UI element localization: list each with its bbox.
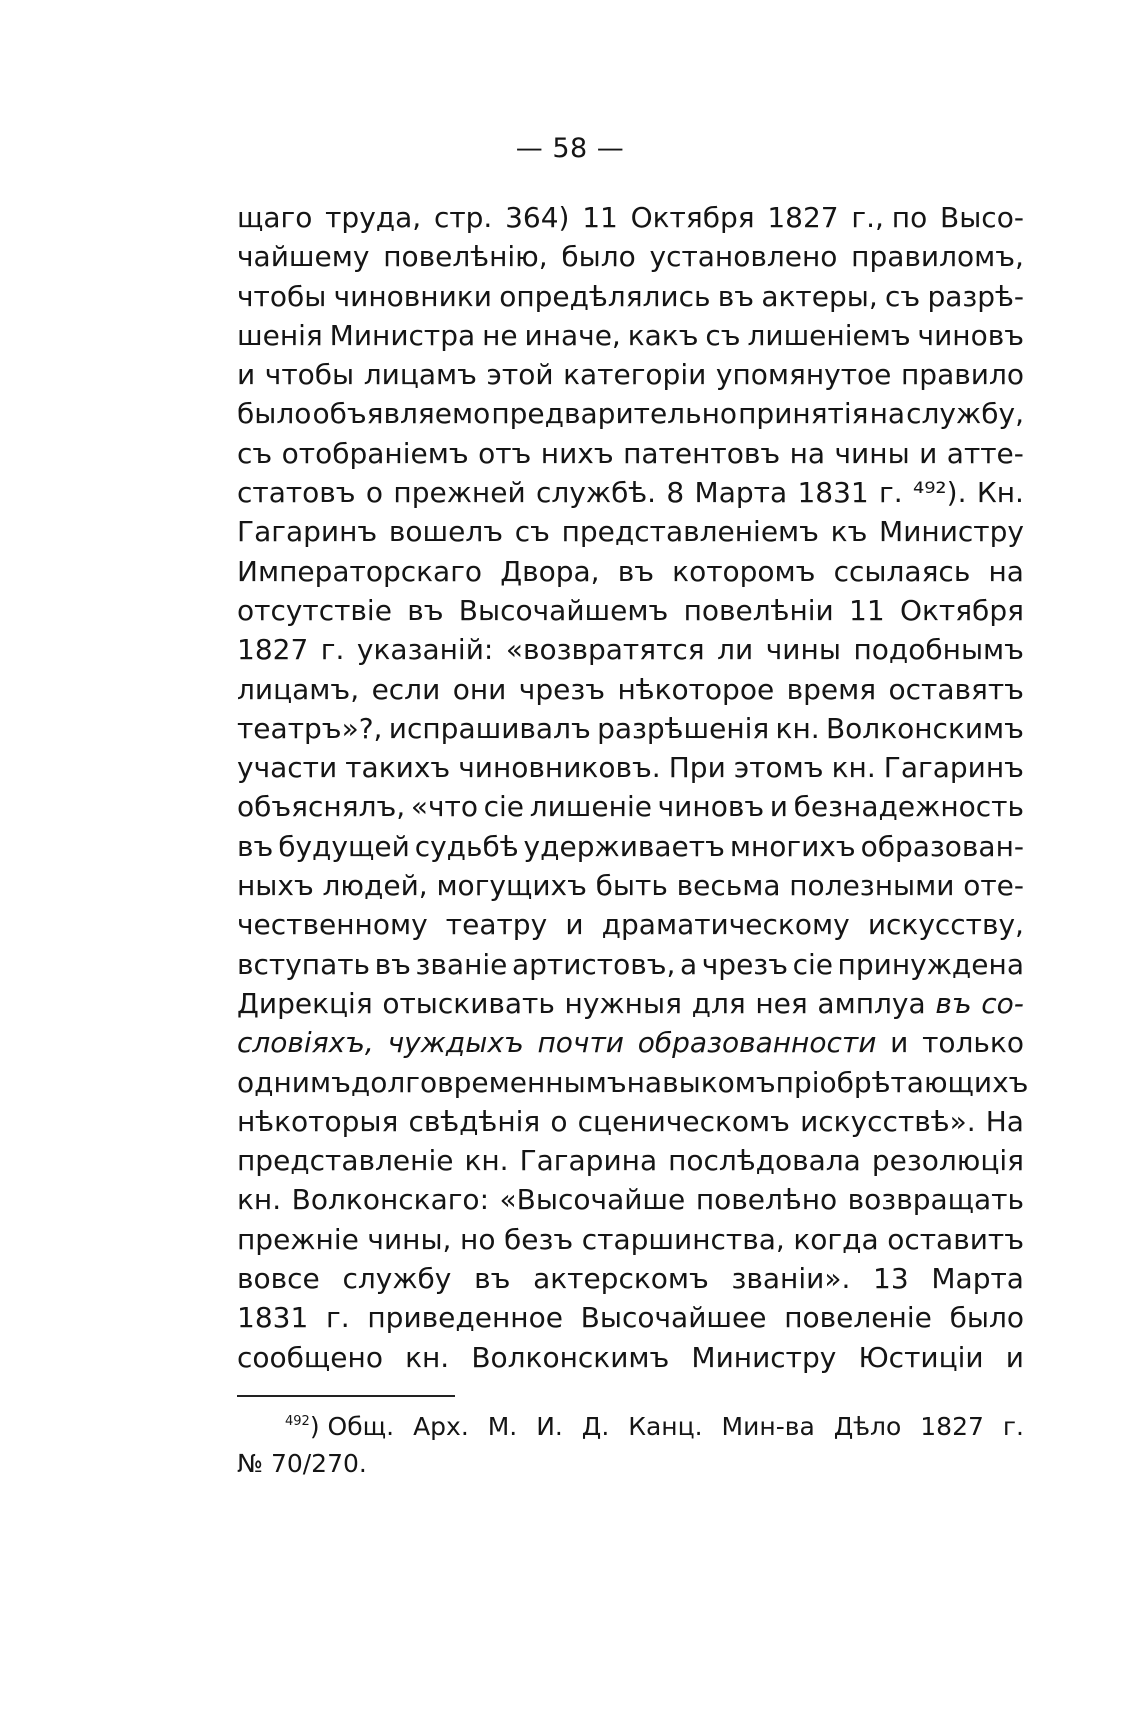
word: оставятъ bbox=[888, 672, 1024, 706]
word: Марта bbox=[694, 476, 788, 510]
word: къ bbox=[830, 515, 868, 549]
footnote-line bbox=[237, 1445, 1024, 1482]
word: лишеніемъ bbox=[747, 318, 911, 352]
word: и bbox=[890, 1026, 909, 1060]
word: отыскивать bbox=[382, 986, 555, 1020]
word: «возвратятся bbox=[505, 633, 705, 667]
text-line bbox=[237, 709, 1024, 748]
word: сіе bbox=[792, 947, 833, 981]
word: нѣкоторое bbox=[617, 672, 775, 706]
word: Юстиціи bbox=[858, 1340, 984, 1374]
word: «что bbox=[410, 790, 478, 824]
word: если bbox=[371, 672, 441, 706]
word: чиновники bbox=[333, 279, 492, 313]
word: Дирекція bbox=[237, 986, 373, 1020]
footnote-word: Арх. bbox=[413, 1412, 469, 1441]
text-line bbox=[237, 198, 1024, 237]
text-line bbox=[237, 1102, 1024, 1141]
word: предварительно bbox=[491, 397, 738, 431]
word: г. bbox=[320, 633, 345, 667]
text-line bbox=[237, 1063, 1029, 1102]
text-line bbox=[237, 1180, 1024, 1219]
word: кн. bbox=[237, 1183, 282, 1217]
word: кн. bbox=[831, 751, 876, 785]
word: подобнымъ bbox=[853, 633, 1024, 667]
word: 1827 bbox=[767, 201, 839, 234]
word: нея bbox=[755, 986, 808, 1020]
word: щаго bbox=[237, 201, 313, 234]
word: долговременнымъ bbox=[350, 1065, 627, 1099]
word: сіе bbox=[483, 790, 525, 824]
text-line bbox=[237, 512, 1024, 551]
text-line bbox=[237, 1023, 1024, 1062]
word: о bbox=[550, 1104, 568, 1138]
text-line bbox=[237, 866, 1024, 905]
text-line bbox=[237, 237, 1024, 276]
word: 1831 bbox=[797, 476, 869, 510]
word: иначе, bbox=[524, 318, 621, 352]
text-line bbox=[237, 277, 1024, 316]
word: повелѣніи bbox=[683, 593, 834, 627]
text-line bbox=[237, 316, 1024, 355]
word: въ bbox=[717, 279, 755, 313]
text-line bbox=[237, 630, 1024, 669]
word: такихъ bbox=[345, 751, 451, 785]
word: чины, bbox=[367, 1222, 452, 1256]
word: Октября bbox=[899, 593, 1024, 627]
word: нихъ bbox=[540, 436, 614, 470]
word: нѣкоторыя bbox=[237, 1104, 399, 1138]
word: приведенное bbox=[367, 1301, 563, 1335]
word: чайшему bbox=[237, 240, 370, 274]
word: чиновъ bbox=[657, 790, 765, 824]
word: въ bbox=[237, 829, 274, 863]
footnote-line bbox=[237, 1408, 1024, 1445]
word: быть bbox=[595, 869, 668, 903]
word: и bbox=[1005, 1340, 1024, 1374]
word: актерскомъ bbox=[533, 1262, 709, 1296]
word: отсутствіе bbox=[237, 593, 392, 627]
word: въ bbox=[407, 593, 444, 627]
word: патентовъ bbox=[623, 436, 781, 470]
word: въ bbox=[374, 947, 411, 981]
word: чиновниковъ. bbox=[458, 751, 661, 785]
word: чиновъ bbox=[917, 318, 1024, 352]
word: службѣ. bbox=[535, 476, 657, 510]
word: установлено bbox=[649, 240, 838, 274]
word: и bbox=[237, 358, 256, 392]
text-line bbox=[237, 1338, 1024, 1377]
text-line bbox=[237, 670, 1024, 709]
word: когда bbox=[793, 1222, 879, 1256]
word: повелѣно bbox=[695, 1183, 838, 1217]
word: Марта bbox=[931, 1262, 1024, 1296]
word: лицамъ, bbox=[237, 672, 360, 706]
word: которомъ bbox=[672, 554, 816, 588]
word: на bbox=[988, 554, 1024, 588]
word: 364) bbox=[505, 201, 570, 234]
page-number: — 58 — bbox=[515, 133, 625, 164]
word: чрезъ bbox=[518, 672, 606, 706]
word: повеленіе bbox=[784, 1301, 932, 1335]
word: представленіе bbox=[237, 1144, 454, 1178]
footnote-case-number: № 70/270. bbox=[237, 1449, 367, 1478]
word: вступать bbox=[237, 947, 371, 981]
text-line bbox=[237, 434, 1024, 473]
text-line bbox=[237, 355, 1024, 394]
footnote-word: 1827 bbox=[920, 1412, 984, 1441]
word: было bbox=[949, 1301, 1024, 1335]
word: Гагарина bbox=[519, 1144, 658, 1178]
word: послѣдовала bbox=[668, 1144, 861, 1178]
word: на bbox=[789, 436, 826, 470]
word: правило bbox=[901, 358, 1024, 392]
word: однимъ bbox=[237, 1065, 351, 1099]
word: 13 bbox=[873, 1262, 909, 1296]
word: въ bbox=[474, 1262, 511, 1296]
word: испрашивалъ bbox=[388, 711, 591, 745]
text-line bbox=[237, 827, 1024, 866]
word: Высочайшее bbox=[580, 1301, 767, 1335]
word: 1827 bbox=[237, 633, 309, 667]
word: сообщено bbox=[237, 1340, 383, 1374]
word: удерживаетъ bbox=[523, 829, 725, 863]
word: ⁴⁹²). bbox=[912, 476, 967, 510]
word: 11 bbox=[582, 201, 618, 234]
footnote-word: И. bbox=[536, 1412, 563, 1441]
word: въ bbox=[617, 554, 655, 588]
word: пріобрѣтающихъ bbox=[775, 1065, 1029, 1099]
word: но bbox=[460, 1222, 496, 1256]
word: повелѣнію, bbox=[383, 240, 548, 274]
word: прежней bbox=[393, 476, 526, 510]
word: а bbox=[680, 947, 698, 981]
word: на bbox=[869, 397, 906, 431]
word: Гагаринъ bbox=[883, 751, 1024, 785]
word: 1831 bbox=[237, 1301, 309, 1335]
italic-word: образованности bbox=[637, 1026, 877, 1060]
word: Высо- bbox=[939, 201, 1024, 234]
word: съ bbox=[237, 436, 273, 470]
word: вовсе bbox=[237, 1262, 320, 1296]
word: «Высочайше bbox=[499, 1183, 686, 1217]
footnote-word: Дѣло bbox=[833, 1412, 902, 1441]
footnote-number: 492 bbox=[285, 1414, 310, 1429]
word: 8 bbox=[666, 476, 685, 510]
word: г. bbox=[326, 1301, 350, 1335]
italic-word: въ bbox=[935, 986, 972, 1020]
word: чественному bbox=[237, 908, 428, 942]
word: драматическому bbox=[601, 908, 850, 942]
word: чины bbox=[834, 436, 910, 470]
italic-word: чуждыхъ bbox=[387, 1026, 524, 1060]
word: Министру bbox=[879, 515, 1024, 549]
word: Волконскимъ bbox=[825, 711, 1024, 745]
word: На bbox=[985, 1104, 1024, 1138]
word: принятія bbox=[738, 397, 869, 431]
text-line bbox=[237, 945, 1024, 984]
word: будущей bbox=[278, 829, 410, 863]
word: разрѣшенія bbox=[597, 711, 770, 745]
text-line bbox=[237, 748, 1024, 787]
word: правиломъ, bbox=[851, 240, 1024, 274]
word: безнадежность bbox=[793, 790, 1024, 824]
word: званіе bbox=[415, 947, 508, 981]
footnote-word: Мин-ва bbox=[721, 1412, 815, 1441]
word: этой bbox=[486, 358, 554, 392]
word: навыкомъ bbox=[626, 1065, 776, 1099]
word: этомъ bbox=[733, 751, 824, 785]
word: Волконскаго: bbox=[291, 1183, 489, 1217]
word: упомянутое bbox=[715, 358, 892, 392]
word: чины bbox=[765, 633, 841, 667]
word: время bbox=[786, 672, 877, 706]
word: кн. bbox=[405, 1340, 450, 1374]
word: Волконскимъ bbox=[471, 1340, 670, 1374]
word: Высочайшемъ bbox=[458, 593, 669, 627]
footnote-word: М. bbox=[487, 1412, 518, 1441]
word: безъ bbox=[504, 1222, 574, 1256]
word: отобраніемъ bbox=[281, 436, 469, 470]
word: лицамъ bbox=[363, 358, 477, 392]
word: Октября bbox=[630, 201, 755, 234]
word: людей, bbox=[322, 869, 428, 903]
word: было bbox=[237, 397, 312, 431]
word: артистовъ, bbox=[511, 947, 676, 981]
word: ли bbox=[717, 633, 754, 667]
word: Гагаринъ bbox=[237, 515, 378, 549]
word: категоріи bbox=[563, 358, 707, 392]
word: только bbox=[922, 1026, 1024, 1060]
word: оте- bbox=[963, 869, 1024, 903]
italic-word: почти bbox=[537, 1026, 624, 1060]
word: ссылаясь bbox=[833, 554, 971, 588]
word: г., по bbox=[851, 201, 928, 234]
word: вошелъ bbox=[388, 515, 504, 549]
text-line bbox=[237, 1298, 1024, 1337]
footnotes bbox=[237, 1408, 1024, 1482]
word: разрѣ- bbox=[927, 279, 1024, 313]
word: сценическомъ bbox=[577, 1104, 790, 1138]
word: участи bbox=[237, 751, 338, 785]
word: резолюція bbox=[871, 1144, 1024, 1178]
word: съ bbox=[705, 318, 741, 352]
text-line bbox=[237, 394, 1024, 433]
footnote-word: Канц. bbox=[628, 1412, 703, 1441]
word: званіи». bbox=[731, 1262, 851, 1296]
word: шенія bbox=[237, 318, 323, 352]
word: о bbox=[365, 476, 384, 510]
word: театру bbox=[445, 908, 548, 942]
word: кн. bbox=[464, 1144, 509, 1178]
word: представленіемъ bbox=[561, 515, 819, 549]
word: они bbox=[452, 672, 507, 706]
word: амплуа bbox=[817, 986, 926, 1020]
text-line bbox=[237, 591, 1024, 630]
word: стр. bbox=[433, 201, 493, 234]
word: возвращать bbox=[847, 1183, 1024, 1217]
footnote-rule bbox=[237, 1395, 455, 1397]
word: свѣдѣнія bbox=[408, 1104, 541, 1138]
word: атте- bbox=[946, 436, 1024, 470]
text-line bbox=[237, 984, 1024, 1023]
word: оставитъ bbox=[887, 1222, 1024, 1256]
text-line bbox=[237, 552, 1024, 591]
text-line bbox=[237, 1259, 1024, 1298]
text-line bbox=[237, 905, 1024, 944]
word: принуждена bbox=[837, 947, 1024, 981]
word: опредѣлялись bbox=[499, 279, 711, 313]
word: труда, bbox=[325, 201, 422, 234]
word: Кн. bbox=[976, 476, 1024, 510]
word: весьма bbox=[676, 869, 781, 903]
word: лишеніе bbox=[529, 790, 652, 824]
word: При bbox=[668, 751, 726, 785]
word: прежніе bbox=[237, 1222, 359, 1256]
word: 11 bbox=[849, 593, 885, 627]
word: не bbox=[482, 318, 518, 352]
word: образован- bbox=[860, 829, 1024, 863]
word: для bbox=[691, 986, 746, 1020]
footnote-marker: $^{492}$) Общ. bbox=[285, 1412, 395, 1441]
word: Министру bbox=[691, 1340, 837, 1374]
word: указаній: bbox=[356, 633, 494, 667]
word: актеры, bbox=[761, 279, 878, 313]
word: театръ»?, bbox=[237, 711, 383, 745]
word: съ bbox=[514, 515, 550, 549]
word: чрезъ bbox=[701, 947, 788, 981]
word: и bbox=[919, 436, 938, 470]
word: и bbox=[565, 908, 584, 942]
word: было bbox=[561, 240, 636, 274]
word: объяснялъ, bbox=[237, 790, 406, 824]
word: какъ bbox=[627, 318, 699, 352]
text-line bbox=[237, 787, 1024, 826]
word: г. bbox=[879, 476, 903, 510]
text-line bbox=[237, 1141, 1024, 1180]
text-line bbox=[237, 1220, 1024, 1259]
word: многихъ bbox=[729, 829, 856, 863]
word: чтобы bbox=[237, 279, 327, 313]
word: могущихъ bbox=[436, 869, 587, 903]
italic-word: словіяхъ, bbox=[237, 1026, 374, 1060]
word: нужныя bbox=[564, 986, 682, 1020]
word: Двора, bbox=[500, 554, 600, 588]
word: полезными bbox=[789, 869, 955, 903]
word: статовъ bbox=[237, 476, 356, 510]
word: судьбѣ bbox=[414, 829, 519, 863]
word: Императорскаго bbox=[237, 554, 483, 588]
word: службу bbox=[342, 1262, 452, 1296]
word: искусствѣ». bbox=[800, 1104, 976, 1138]
word: службу, bbox=[906, 397, 1024, 431]
main-text bbox=[237, 198, 1029, 1377]
word: и bbox=[769, 790, 788, 824]
word: отъ bbox=[478, 436, 532, 470]
word: ныхъ bbox=[237, 869, 314, 903]
word: объявляемо bbox=[312, 397, 491, 431]
word: Министра bbox=[329, 318, 476, 352]
word: съ bbox=[885, 279, 921, 313]
word: старшинства, bbox=[581, 1222, 785, 1256]
word: искусству, bbox=[867, 908, 1024, 942]
word: чтобы bbox=[264, 358, 355, 392]
italic-word: со- bbox=[981, 986, 1024, 1020]
text-line bbox=[237, 473, 1024, 512]
word: кн. bbox=[775, 711, 820, 745]
footnote-word: Д. bbox=[581, 1412, 610, 1441]
footnote-word: г. bbox=[1002, 1412, 1024, 1441]
